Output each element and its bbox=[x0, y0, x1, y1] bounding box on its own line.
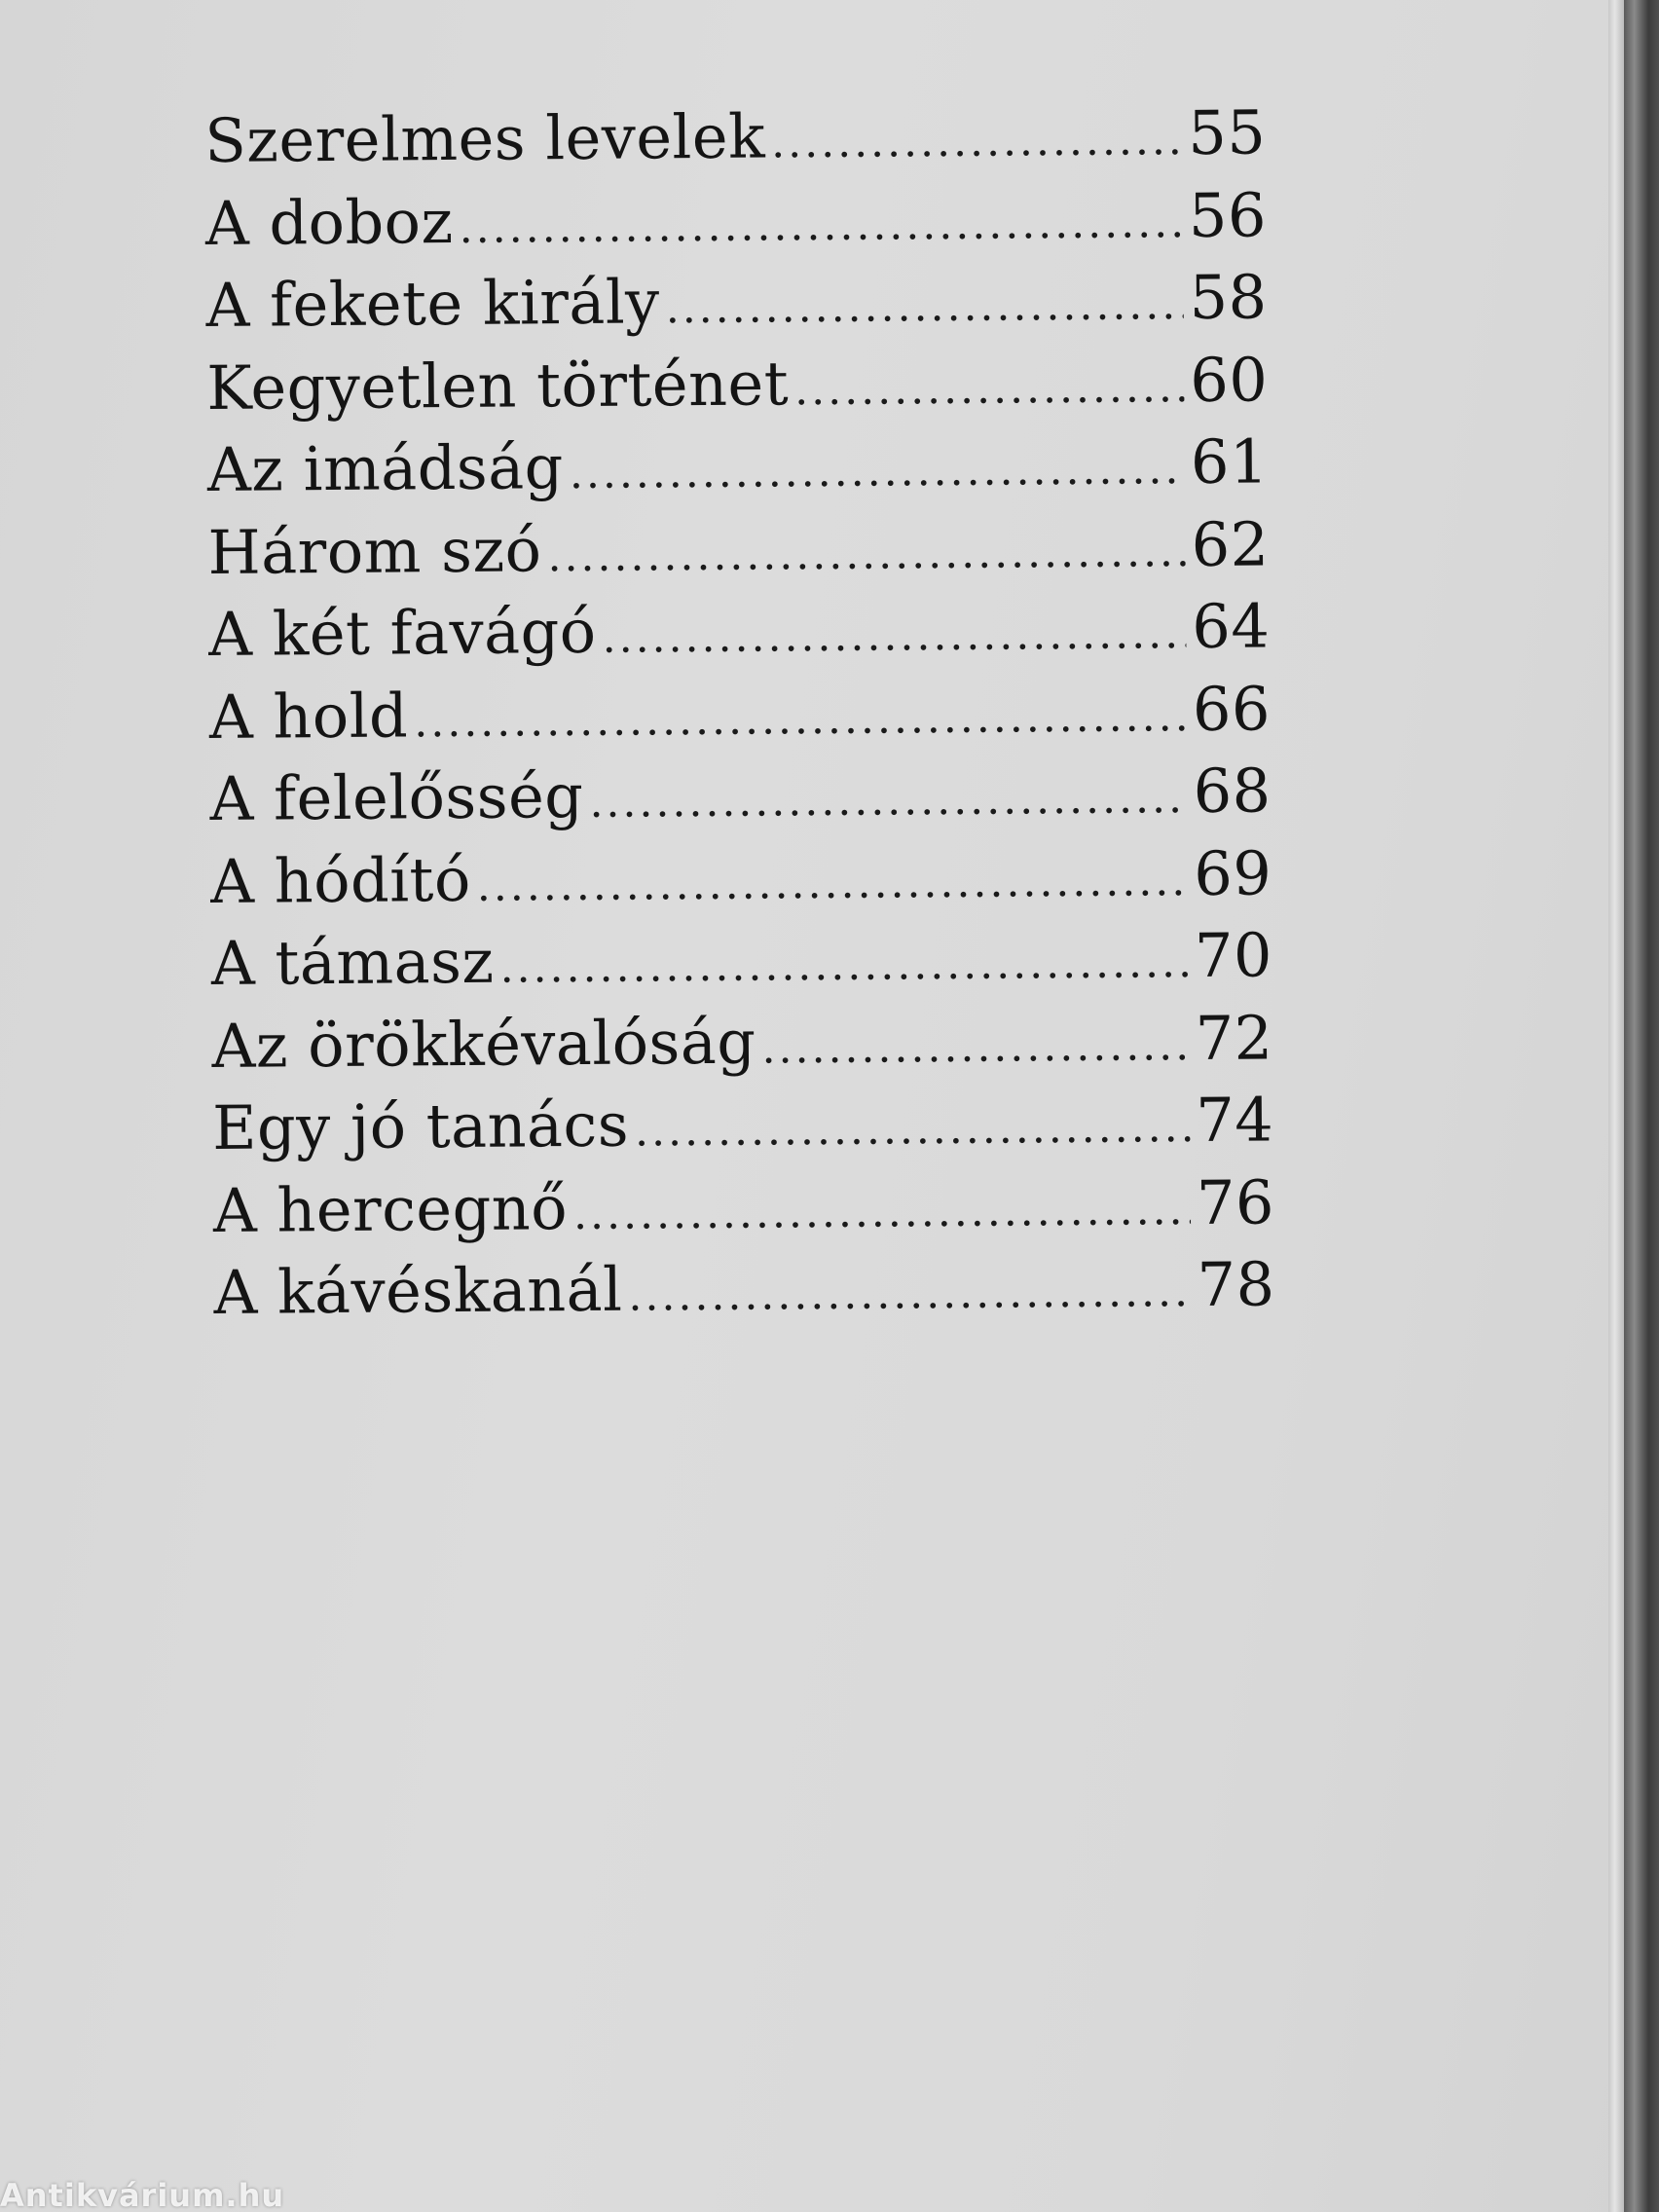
toc-entry bbox=[205, 179, 1268, 270]
toc-entry bbox=[211, 1002, 1273, 1092]
toc-entry-page: 69 bbox=[1194, 836, 1272, 909]
toc-entry-title: A hercegnő bbox=[212, 1171, 569, 1246]
toc-entry-title: A felelősség bbox=[209, 759, 584, 834]
toc-entry bbox=[211, 919, 1273, 1010]
toc-entry bbox=[208, 590, 1271, 681]
toc-entry-page: 70 bbox=[1194, 919, 1273, 992]
toc-entry bbox=[204, 96, 1267, 187]
toc-entry bbox=[213, 1166, 1275, 1257]
toc-entry-page: 66 bbox=[1192, 672, 1272, 745]
toc-entry bbox=[209, 673, 1272, 763]
dot-leader bbox=[547, 527, 1186, 581]
toc-entry-title: Három szó bbox=[207, 513, 542, 588]
toc-entry-title: A fekete király bbox=[205, 266, 660, 341]
toc-entry-page: 61 bbox=[1190, 425, 1270, 498]
dot-leader bbox=[602, 608, 1186, 663]
toc-entry-title: Az örökkévalóság bbox=[211, 1006, 756, 1082]
toc-entry-page: 78 bbox=[1197, 1248, 1275, 1321]
toc-entry bbox=[206, 344, 1269, 434]
toc-entry bbox=[210, 837, 1272, 928]
toc-entry-page: 72 bbox=[1195, 1001, 1273, 1074]
dot-leader bbox=[761, 1020, 1190, 1073]
toc-entry-title: A hold bbox=[208, 679, 409, 753]
toc-entry bbox=[213, 1248, 1275, 1339]
toc-entry bbox=[205, 261, 1268, 351]
toc-entry-title: Egy jó tanács bbox=[211, 1088, 630, 1163]
watermark-logo: Antikvárium.hu bbox=[0, 2177, 285, 2212]
toc-entry-page: 60 bbox=[1190, 343, 1269, 416]
toc-entry-title: A támasz bbox=[210, 925, 495, 999]
toc-entry-title: Szerelmes levelek bbox=[204, 100, 766, 176]
dot-leader bbox=[570, 444, 1186, 498]
dot-leader bbox=[666, 279, 1184, 333]
dot-leader bbox=[628, 1267, 1192, 1321]
toc-entry-title: A kávéskanál bbox=[213, 1253, 623, 1328]
toc-entry-page: 64 bbox=[1192, 590, 1271, 663]
toc-entry bbox=[207, 508, 1270, 599]
toc-entry-page: 76 bbox=[1196, 1165, 1275, 1238]
toc-entry bbox=[209, 755, 1272, 845]
toc-entry-title: Az imádság bbox=[206, 431, 565, 505]
dot-leader bbox=[635, 1102, 1191, 1156]
toc-entry-title: Kegyetlen történet bbox=[205, 347, 790, 424]
book-spine-shadow bbox=[1624, 0, 1659, 2212]
toc-entry bbox=[207, 425, 1270, 516]
dot-leader bbox=[589, 773, 1188, 828]
dot-leader bbox=[573, 1185, 1191, 1239]
toc-entry-title: A hódító bbox=[209, 843, 472, 917]
dot-leader bbox=[499, 938, 1189, 993]
dot-leader bbox=[414, 691, 1187, 747]
toc-entry bbox=[212, 1084, 1274, 1174]
table-of-contents bbox=[204, 96, 1275, 1339]
dot-leader bbox=[794, 362, 1185, 415]
toc-entry-page: 56 bbox=[1188, 178, 1268, 251]
toc-entry-page: 62 bbox=[1191, 507, 1270, 580]
toc-entry-page: 74 bbox=[1196, 1084, 1274, 1157]
page-edge bbox=[1608, 0, 1624, 2212]
dot-leader bbox=[477, 856, 1189, 911]
toc-entry-page: 55 bbox=[1188, 96, 1267, 169]
toc-entry-title: A két favágó bbox=[207, 595, 597, 670]
dot-leader bbox=[771, 115, 1183, 167]
dot-leader bbox=[459, 198, 1183, 253]
toc-entry-page: 68 bbox=[1193, 755, 1272, 828]
toc-entry-page: 58 bbox=[1189, 261, 1268, 334]
toc-entry-title: A doboz bbox=[204, 185, 454, 259]
